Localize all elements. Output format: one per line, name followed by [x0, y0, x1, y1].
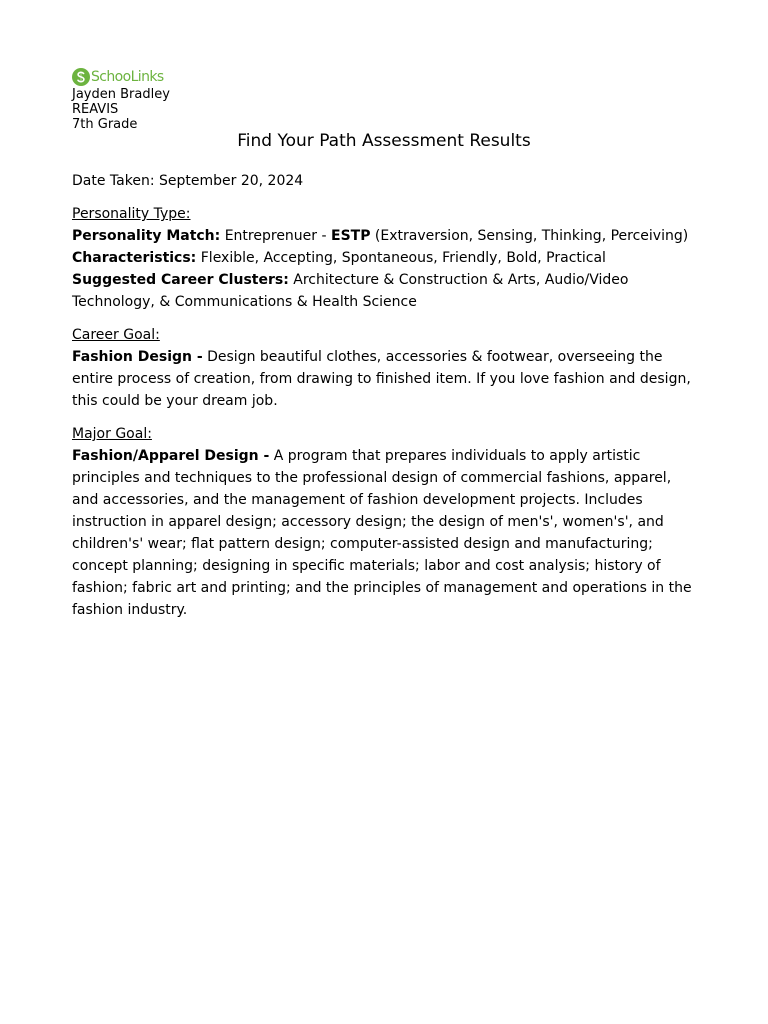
career-clusters-label: Suggested Career Clusters:	[72, 272, 289, 288]
personality-type-expansion: (Extraversion, Sensing, Thinking, Perceiving)	[370, 228, 689, 244]
career-goal-text	[72, 346, 696, 412]
characteristics-value: Flexible, Accepting, Spontaneous, Friendly, Bold, Practical	[196, 250, 606, 266]
major-goal-heading: Major Goal:	[72, 426, 152, 442]
major-goal-text	[72, 445, 696, 621]
student-name: Jayden Bradley	[72, 87, 170, 102]
career-goal-name: Fashion Design -	[72, 349, 203, 365]
major-goal-section	[72, 423, 696, 621]
career-clusters	[72, 269, 696, 313]
student-school: REAVIS	[72, 102, 119, 117]
career-goal-description: Design beautiful clothes, accessories & footwear, overseeing the entire process of creation, from drawing to finished item. If you love fashion and design, this could be your dream job.	[72, 349, 691, 409]
personality-type-code: ESTP	[331, 228, 371, 244]
document-page	[72, 0, 696, 1024]
personality-match-value: Entreprenuer -	[220, 228, 332, 244]
characteristics-label: Characteristics:	[72, 250, 197, 266]
career-clusters-value: Architecture & Construction & Arts, Audio/Video Technology, & Communications & Health Science	[72, 272, 629, 310]
characteristics	[72, 247, 696, 269]
results-content	[72, 170, 696, 632]
major-goal-description: A program that prepares individuals to apply artistic principles and techniques to the professional design of commercial fashions, apparel, and accessories, and the management of fashion development projects. Includes instruction in apparel design; accessory design; the design of men's', women's', and children's' wear; flat pattern design; computer-assisted design and manufacturing; concept planning; designing in specific materials; labor and cost analysis; history of fashion; fabric art and printing; and the principles of management and operations in the fashion industry.	[72, 448, 692, 618]
date-taken: Date Taken: September 20, 2024	[72, 173, 304, 189]
major-goal-name: Fashion/Apparel Design -	[72, 448, 270, 464]
personality-match	[72, 225, 696, 247]
student-info	[72, 87, 170, 132]
personality-section	[72, 203, 696, 313]
career-goal-heading: Career Goal:	[72, 327, 160, 343]
schoolinks-logo	[72, 67, 164, 87]
personality-match-label: Personality Match:	[72, 228, 221, 244]
schoolinks-logo-icon	[72, 68, 90, 86]
schoolinks-logo-text: SchooLinks	[91, 69, 164, 85]
page-title: Find Your Path Assessment Results	[237, 131, 531, 151]
career-goal-section	[72, 324, 696, 412]
personality-heading: Personality Type:	[72, 206, 191, 222]
student-grade: 7th Grade	[72, 117, 138, 132]
